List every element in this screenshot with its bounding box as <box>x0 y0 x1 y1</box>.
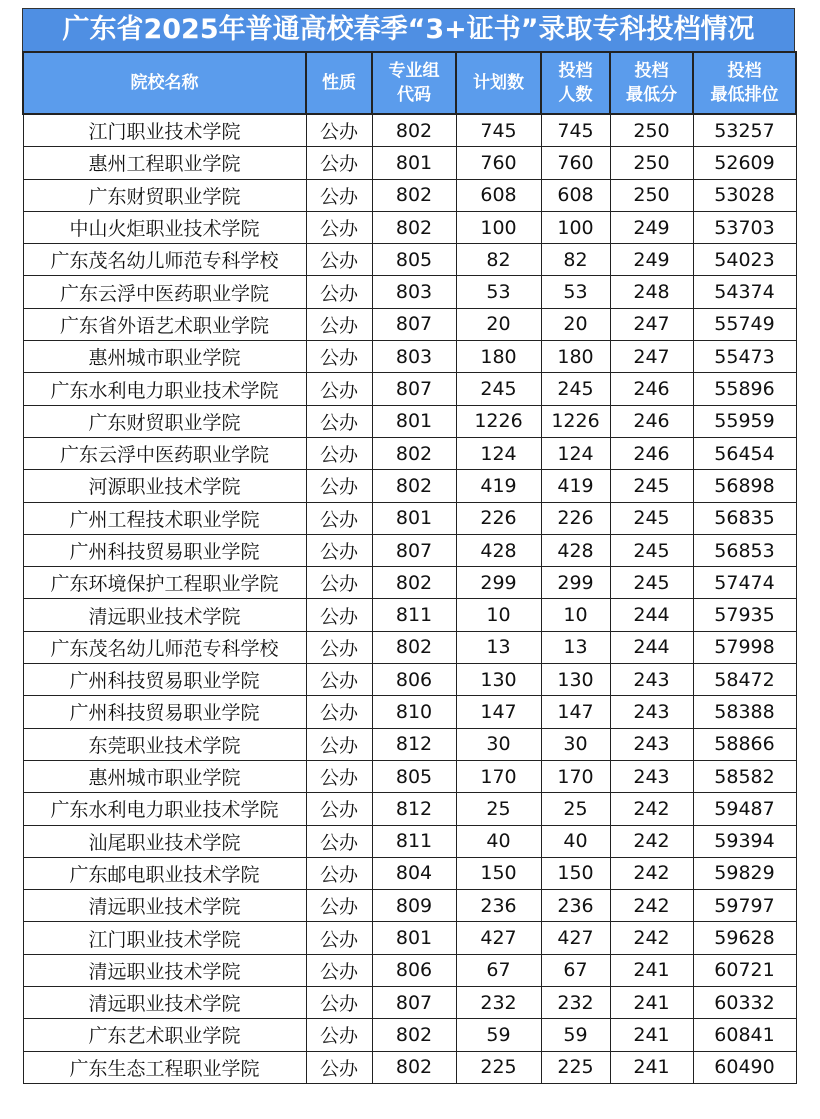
header-min-rank: 投档 最低排位 <box>693 52 796 114</box>
cell-school-name: 广东财贸职业学院 <box>23 179 306 211</box>
cell-min-rank: 57935 <box>693 599 796 631</box>
cell-type: 公办 <box>306 341 372 373</box>
cell-min-score: 241 <box>610 987 693 1019</box>
cell-admitted-count: 245 <box>541 373 610 405</box>
cell-min-score: 250 <box>610 114 693 147</box>
header-row <box>23 52 796 114</box>
cell-school-name: 广东水利电力职业技术学院 <box>23 793 306 825</box>
cell-school-name: 广州工程技术职业学院 <box>23 502 306 534</box>
cell-admitted-count: 760 <box>541 147 610 179</box>
cell-min-rank: 56853 <box>693 534 796 566</box>
table-row <box>23 308 796 340</box>
cell-group-code: 802 <box>372 470 456 502</box>
cell-admitted-count: 53 <box>541 276 610 308</box>
cell-admitted-count: 67 <box>541 954 610 986</box>
table-title: 广东省2025年普通高校春季“3+证书”录取专科投档情况 <box>22 8 795 51</box>
cell-group-code: 804 <box>372 857 456 889</box>
cell-min-rank: 56454 <box>693 437 796 469</box>
cell-min-score: 249 <box>610 211 693 243</box>
cell-school-name: 东莞职业技术学院 <box>23 728 306 760</box>
table-row <box>23 373 796 405</box>
cell-plan-count: 40 <box>456 825 541 857</box>
cell-type: 公办 <box>306 664 372 696</box>
cell-min-score: 245 <box>610 567 693 599</box>
cell-min-rank: 56898 <box>693 470 796 502</box>
cell-group-code: 812 <box>372 793 456 825</box>
cell-type: 公办 <box>306 728 372 760</box>
table-row <box>23 631 796 663</box>
cell-admitted-count: 25 <box>541 793 610 825</box>
cell-group-code: 807 <box>372 308 456 340</box>
cell-plan-count: 20 <box>456 308 541 340</box>
cell-plan-count: 130 <box>456 664 541 696</box>
cell-type: 公办 <box>306 470 372 502</box>
cell-min-rank: 59797 <box>693 890 796 922</box>
cell-admitted-count: 40 <box>541 825 610 857</box>
cell-group-code: 802 <box>372 567 456 599</box>
cell-min-score: 243 <box>610 696 693 728</box>
cell-group-code: 801 <box>372 922 456 954</box>
cell-type: 公办 <box>306 987 372 1019</box>
table-row <box>23 276 796 308</box>
cell-plan-count: 124 <box>456 437 541 469</box>
cell-school-name: 江门职业技术学院 <box>23 922 306 954</box>
table-row <box>23 114 796 147</box>
cell-min-score: 245 <box>610 502 693 534</box>
cell-group-code: 803 <box>372 341 456 373</box>
table-row <box>23 437 796 469</box>
cell-min-rank: 55473 <box>693 341 796 373</box>
cell-school-name: 清远职业技术学院 <box>23 890 306 922</box>
cell-type: 公办 <box>306 890 372 922</box>
cell-min-rank: 53703 <box>693 211 796 243</box>
cell-plan-count: 10 <box>456 599 541 631</box>
header-admitted-count: 投档 人数 <box>541 52 610 114</box>
cell-type: 公办 <box>306 567 372 599</box>
cell-admitted-count: 10 <box>541 599 610 631</box>
cell-plan-count: 59 <box>456 1019 541 1051</box>
cell-type: 公办 <box>306 244 372 276</box>
cell-plan-count: 232 <box>456 987 541 1019</box>
cell-admitted-count: 147 <box>541 696 610 728</box>
cell-plan-count: 225 <box>456 1051 541 1083</box>
cell-admitted-count: 150 <box>541 857 610 889</box>
cell-admitted-count: 82 <box>541 244 610 276</box>
table-row <box>23 599 796 631</box>
cell-school-name: 广东茂名幼儿师范专科学校 <box>23 244 306 276</box>
cell-min-score: 242 <box>610 922 693 954</box>
cell-min-score: 243 <box>610 664 693 696</box>
cell-plan-count: 1226 <box>456 405 541 437</box>
cell-group-code: 801 <box>372 502 456 534</box>
table-row <box>23 954 796 986</box>
cell-school-name: 广东云浮中医药职业学院 <box>23 276 306 308</box>
header-school-name: 院校名称 <box>23 52 306 114</box>
cell-group-code: 802 <box>372 1051 456 1083</box>
cell-plan-count: 82 <box>456 244 541 276</box>
cell-min-score: 242 <box>610 825 693 857</box>
cell-min-score: 246 <box>610 405 693 437</box>
cell-type: 公办 <box>306 502 372 534</box>
cell-group-code: 806 <box>372 954 456 986</box>
cell-plan-count: 150 <box>456 857 541 889</box>
cell-plan-count: 53 <box>456 276 541 308</box>
cell-admitted-count: 13 <box>541 631 610 663</box>
cell-school-name: 广东环境保护工程职业学院 <box>23 567 306 599</box>
cell-type: 公办 <box>306 405 372 437</box>
cell-admitted-count: 59 <box>541 1019 610 1051</box>
cell-school-name: 清远职业技术学院 <box>23 987 306 1019</box>
cell-type: 公办 <box>306 825 372 857</box>
cell-min-rank: 59829 <box>693 857 796 889</box>
cell-plan-count: 760 <box>456 147 541 179</box>
cell-plan-count: 427 <box>456 922 541 954</box>
cell-admitted-count: 20 <box>541 308 610 340</box>
cell-group-code: 802 <box>372 114 456 147</box>
cell-school-name: 广东省外语艺术职业学院 <box>23 308 306 340</box>
cell-plan-count: 13 <box>456 631 541 663</box>
table-row <box>23 244 796 276</box>
table-row <box>23 179 796 211</box>
cell-group-code: 811 <box>372 825 456 857</box>
cell-admitted-count: 226 <box>541 502 610 534</box>
cell-min-score: 241 <box>610 954 693 986</box>
cell-plan-count: 100 <box>456 211 541 243</box>
table-row <box>23 696 796 728</box>
table-row <box>23 857 796 889</box>
cell-type: 公办 <box>306 179 372 211</box>
cell-admitted-count: 225 <box>541 1051 610 1083</box>
cell-plan-count: 180 <box>456 341 541 373</box>
cell-min-rank: 57998 <box>693 631 796 663</box>
cell-min-rank: 57474 <box>693 567 796 599</box>
table-row <box>23 728 796 760</box>
cell-type: 公办 <box>306 534 372 566</box>
cell-group-code: 807 <box>372 373 456 405</box>
cell-group-code: 805 <box>372 760 456 792</box>
cell-min-score: 244 <box>610 631 693 663</box>
cell-school-name: 广州科技贸易职业学院 <box>23 696 306 728</box>
cell-plan-count: 170 <box>456 760 541 792</box>
cell-plan-count: 147 <box>456 696 541 728</box>
admission-table <box>22 51 797 1084</box>
cell-type: 公办 <box>306 437 372 469</box>
cell-school-name: 广东茂名幼儿师范专科学校 <box>23 631 306 663</box>
cell-min-score: 245 <box>610 534 693 566</box>
cell-school-name: 河源职业技术学院 <box>23 470 306 502</box>
cell-min-score: 247 <box>610 341 693 373</box>
cell-plan-count: 419 <box>456 470 541 502</box>
cell-group-code: 802 <box>372 1019 456 1051</box>
cell-group-code: 802 <box>372 211 456 243</box>
header-plan-count: 计划数 <box>456 52 541 114</box>
cell-plan-count: 30 <box>456 728 541 760</box>
cell-group-code: 802 <box>372 631 456 663</box>
cell-admitted-count: 232 <box>541 987 610 1019</box>
table-row <box>23 890 796 922</box>
table-row <box>23 922 796 954</box>
cell-type: 公办 <box>306 793 372 825</box>
cell-admitted-count: 299 <box>541 567 610 599</box>
cell-min-rank: 55896 <box>693 373 796 405</box>
cell-admitted-count: 236 <box>541 890 610 922</box>
cell-group-code: 806 <box>372 664 456 696</box>
cell-group-code: 803 <box>372 276 456 308</box>
cell-admitted-count: 1226 <box>541 405 610 437</box>
cell-type: 公办 <box>306 857 372 889</box>
cell-plan-count: 299 <box>456 567 541 599</box>
cell-plan-count: 25 <box>456 793 541 825</box>
cell-group-code: 809 <box>372 890 456 922</box>
cell-admitted-count: 30 <box>541 728 610 760</box>
cell-type: 公办 <box>306 922 372 954</box>
table-row <box>23 211 796 243</box>
cell-min-rank: 58866 <box>693 728 796 760</box>
cell-min-score: 248 <box>610 276 693 308</box>
cell-group-code: 801 <box>372 147 456 179</box>
cell-type: 公办 <box>306 276 372 308</box>
cell-min-score: 245 <box>610 470 693 502</box>
header-group-code: 专业组 代码 <box>372 52 456 114</box>
cell-group-code: 801 <box>372 405 456 437</box>
cell-admitted-count: 419 <box>541 470 610 502</box>
cell-school-name: 广东生态工程职业学院 <box>23 1051 306 1083</box>
cell-type: 公办 <box>306 147 372 179</box>
table-row <box>23 341 796 373</box>
cell-min-score: 243 <box>610 760 693 792</box>
cell-min-rank: 56835 <box>693 502 796 534</box>
cell-min-rank: 60841 <box>693 1019 796 1051</box>
cell-group-code: 810 <box>372 696 456 728</box>
table-row <box>23 825 796 857</box>
cell-type: 公办 <box>306 373 372 405</box>
table-row <box>23 760 796 792</box>
cell-min-score: 250 <box>610 179 693 211</box>
table-row <box>23 470 796 502</box>
table-row <box>23 502 796 534</box>
cell-admitted-count: 130 <box>541 664 610 696</box>
cell-school-name: 广东云浮中医药职业学院 <box>23 437 306 469</box>
cell-min-rank: 53028 <box>693 179 796 211</box>
admission-table-container <box>22 8 795 1084</box>
cell-plan-count: 745 <box>456 114 541 147</box>
cell-group-code: 802 <box>372 437 456 469</box>
cell-type: 公办 <box>306 631 372 663</box>
cell-min-score: 249 <box>610 244 693 276</box>
table-row <box>23 147 796 179</box>
cell-min-rank: 55749 <box>693 308 796 340</box>
cell-plan-count: 236 <box>456 890 541 922</box>
cell-plan-count: 428 <box>456 534 541 566</box>
cell-min-rank: 54374 <box>693 276 796 308</box>
cell-min-rank: 60490 <box>693 1051 796 1083</box>
cell-school-name: 惠州城市职业学院 <box>23 760 306 792</box>
cell-min-rank: 58472 <box>693 664 796 696</box>
cell-plan-count: 226 <box>456 502 541 534</box>
cell-group-code: 807 <box>372 534 456 566</box>
cell-school-name: 惠州工程职业学院 <box>23 147 306 179</box>
cell-school-name: 广东艺术职业学院 <box>23 1019 306 1051</box>
cell-type: 公办 <box>306 308 372 340</box>
cell-group-code: 807 <box>372 987 456 1019</box>
cell-min-rank: 58582 <box>693 760 796 792</box>
cell-min-score: 243 <box>610 728 693 760</box>
cell-type: 公办 <box>306 114 372 147</box>
header-min-score: 投档 最低分 <box>610 52 693 114</box>
cell-group-code: 811 <box>372 599 456 631</box>
cell-school-name: 广州科技贸易职业学院 <box>23 534 306 566</box>
cell-min-rank: 54023 <box>693 244 796 276</box>
cell-school-name: 清远职业技术学院 <box>23 954 306 986</box>
cell-min-score: 246 <box>610 437 693 469</box>
cell-min-score: 242 <box>610 857 693 889</box>
cell-min-score: 241 <box>610 1019 693 1051</box>
cell-admitted-count: 427 <box>541 922 610 954</box>
cell-school-name: 清远职业技术学院 <box>23 599 306 631</box>
cell-min-score: 246 <box>610 373 693 405</box>
cell-plan-count: 245 <box>456 373 541 405</box>
table-row <box>23 987 796 1019</box>
cell-type: 公办 <box>306 599 372 631</box>
table-row <box>23 664 796 696</box>
cell-school-name: 广东水利电力职业技术学院 <box>23 373 306 405</box>
cell-min-rank: 53257 <box>693 114 796 147</box>
cell-min-rank: 52609 <box>693 147 796 179</box>
cell-admitted-count: 180 <box>541 341 610 373</box>
cell-admitted-count: 100 <box>541 211 610 243</box>
cell-admitted-count: 170 <box>541 760 610 792</box>
cell-plan-count: 67 <box>456 954 541 986</box>
cell-school-name: 中山火炬职业技术学院 <box>23 211 306 243</box>
cell-min-score: 250 <box>610 147 693 179</box>
cell-min-rank: 59487 <box>693 793 796 825</box>
cell-type: 公办 <box>306 760 372 792</box>
table-row <box>23 1051 796 1083</box>
cell-group-code: 805 <box>372 244 456 276</box>
table-row <box>23 534 796 566</box>
cell-school-name: 广东邮电职业技术学院 <box>23 857 306 889</box>
cell-admitted-count: 608 <box>541 179 610 211</box>
cell-school-name: 惠州城市职业学院 <box>23 341 306 373</box>
cell-type: 公办 <box>306 954 372 986</box>
cell-min-score: 241 <box>610 1051 693 1083</box>
cell-min-score: 242 <box>610 890 693 922</box>
cell-admitted-count: 124 <box>541 437 610 469</box>
cell-min-rank: 59394 <box>693 825 796 857</box>
cell-school-name: 汕尾职业技术学院 <box>23 825 306 857</box>
cell-school-name: 广东财贸职业学院 <box>23 405 306 437</box>
cell-min-rank: 55959 <box>693 405 796 437</box>
cell-school-name: 广州科技贸易职业学院 <box>23 664 306 696</box>
header-type: 性质 <box>306 52 372 114</box>
cell-min-rank: 60721 <box>693 954 796 986</box>
cell-type: 公办 <box>306 1051 372 1083</box>
table-row <box>23 793 796 825</box>
cell-min-rank: 58388 <box>693 696 796 728</box>
cell-admitted-count: 745 <box>541 114 610 147</box>
cell-type: 公办 <box>306 696 372 728</box>
cell-group-code: 812 <box>372 728 456 760</box>
cell-min-rank: 59628 <box>693 922 796 954</box>
table-row <box>23 567 796 599</box>
cell-min-score: 242 <box>610 793 693 825</box>
table-row <box>23 405 796 437</box>
cell-min-rank: 60332 <box>693 987 796 1019</box>
cell-school-name: 江门职业技术学院 <box>23 114 306 147</box>
cell-type: 公办 <box>306 1019 372 1051</box>
cell-admitted-count: 428 <box>541 534 610 566</box>
table-row <box>23 1019 796 1051</box>
cell-min-score: 247 <box>610 308 693 340</box>
cell-plan-count: 608 <box>456 179 541 211</box>
cell-type: 公办 <box>306 211 372 243</box>
cell-group-code: 802 <box>372 179 456 211</box>
cell-min-score: 244 <box>610 599 693 631</box>
table-body <box>23 114 796 1083</box>
